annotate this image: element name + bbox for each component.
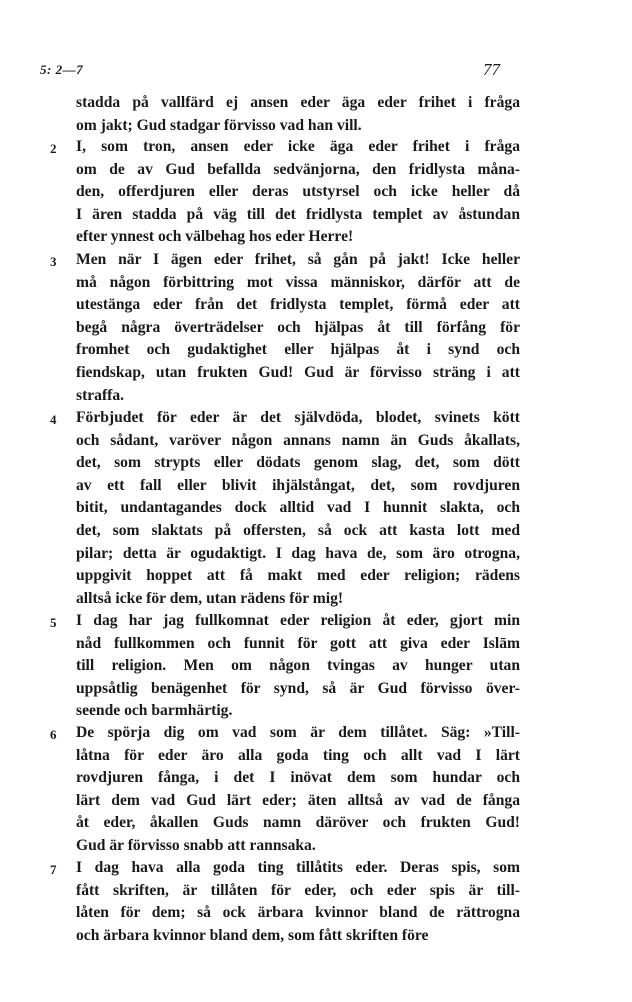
text-line: och sådant, varöver någon annans namn än Guds åkallats, xyxy=(76,431,520,449)
text-line: låten för dem; så ock ärbara kvinnor bland de rättrogna xyxy=(76,904,520,922)
verse-number: 4 xyxy=(50,412,57,427)
text-line: De spörja dig om vad som är dem tillåtet. Säg: »Till- xyxy=(76,724,520,741)
text-line: nåd fullkommen och funnit för gott att giva eder Islām xyxy=(76,634,520,652)
verse-number: 6 xyxy=(50,727,57,742)
verse-number: 7 xyxy=(50,862,57,877)
text-line: I dag har jag fullkomnat eder religion åt eder, gjort min xyxy=(76,612,520,629)
text-line: rovdjuren fånga, i det I inövat dem som hundar och xyxy=(76,769,520,787)
text-line: låtna för eder äro alla goda ting och allt vad I lärt xyxy=(76,746,520,764)
text-line: till religion. Men om någon tvingas av hunger utan xyxy=(76,657,520,675)
text-line: Men när I ägen eder frihet, så gån på jakt! Icke heller xyxy=(76,251,520,268)
text-line: om de av Gud befallda sedvänjorna, den fridlysta måna- xyxy=(76,160,520,178)
text-line: utestänga eder från det fridlysta templet, förmå eder att xyxy=(76,296,520,314)
text-line: må någon förbittring mot vissa människor, därför att de xyxy=(76,273,520,291)
page-number: 77 xyxy=(483,60,500,79)
verse-6-text xyxy=(76,722,520,858)
verse-4-text xyxy=(76,407,520,610)
text-line: begå några överträdelser och hjälpas åt till förfång för xyxy=(76,318,520,336)
text-line: fått skriften, är tillåten för eder, och eder spis är till- xyxy=(76,881,520,899)
text-line: efter ynnest och välbehag hos eder Herre! xyxy=(76,228,354,246)
verse-3-text xyxy=(76,249,520,407)
running-head xyxy=(40,60,500,84)
text-line: Förbjudet för eder är det självdöda, blodet, svinets kött xyxy=(76,409,520,426)
verse-number: 5 xyxy=(50,615,57,630)
text-line: och ärbara kvinnor bland dem, som fått skriften före xyxy=(76,926,429,944)
text-line: fromhet och gudaktighet eller hjälpas åt i synd och xyxy=(76,341,520,359)
verse-number: 2 xyxy=(50,141,57,156)
text-line: alltså icke för dem, utan rädens för mig! xyxy=(76,589,344,607)
text-line: I ären stadda på väg till det fridlysta templet av åstundan xyxy=(76,205,520,223)
text-line: uppgivit hoppet att få makt med eder religion; rädens xyxy=(76,567,520,585)
text-line: lärt dem vad Gud lärt eder; äten alltså av vad de fånga xyxy=(76,791,520,809)
verse-2-text xyxy=(76,136,520,249)
text-line: I dag hava alla goda ting tillåtits eder. Deras spis, som xyxy=(76,859,520,876)
verse-number: 3 xyxy=(50,254,57,269)
text-line: om jakt; Gud stadgar förvisso vad han vill. xyxy=(76,116,362,134)
text-line: det, som strypts eller dödats genom slag, det, som dött xyxy=(76,454,520,472)
text-line: åt eder, åkallen Guds namn däröver och frukten Gud! xyxy=(76,814,520,832)
chapter-verse-reference: 5: 2—7 xyxy=(40,62,84,77)
text-line: pilar; detta är ogudaktigt. I dag hava de, som äro otrogna, xyxy=(76,544,520,562)
text-line: Gud är förvisso snabb att rannsaka. xyxy=(76,836,316,854)
text-line: I, som tron, ansen eder icke äga eder frihet i fråga xyxy=(76,138,520,155)
text-line: fiendskap, utan frukten Gud! Gud är förvisso sträng i att xyxy=(76,363,520,381)
text-line: stadda på vallfärd ej ansen eder äga eder frihet i fråga xyxy=(76,94,520,111)
text-line: seende och barmhärtig. xyxy=(76,702,233,720)
text-line: den, offerdjuren eller deras utstyrsel och icke heller då xyxy=(76,183,520,201)
text-line: bitit, undantagandes dock alltid vad I hunnit slakta, och xyxy=(76,499,520,517)
verse-5-text xyxy=(76,610,520,723)
verse-7-text xyxy=(76,857,520,947)
text-line: av ett fall eller blivit ihjälstångat, det, som rovdjuren xyxy=(76,476,520,494)
text-line: uppsåtlig benägenhet för synd, så är Gud förvisso över- xyxy=(76,679,520,697)
text-line: det, som slaktats på offersten, så ock att kasta lott med xyxy=(76,521,520,539)
text-line: straffa. xyxy=(76,386,125,404)
verse-1-continuation xyxy=(76,92,520,137)
